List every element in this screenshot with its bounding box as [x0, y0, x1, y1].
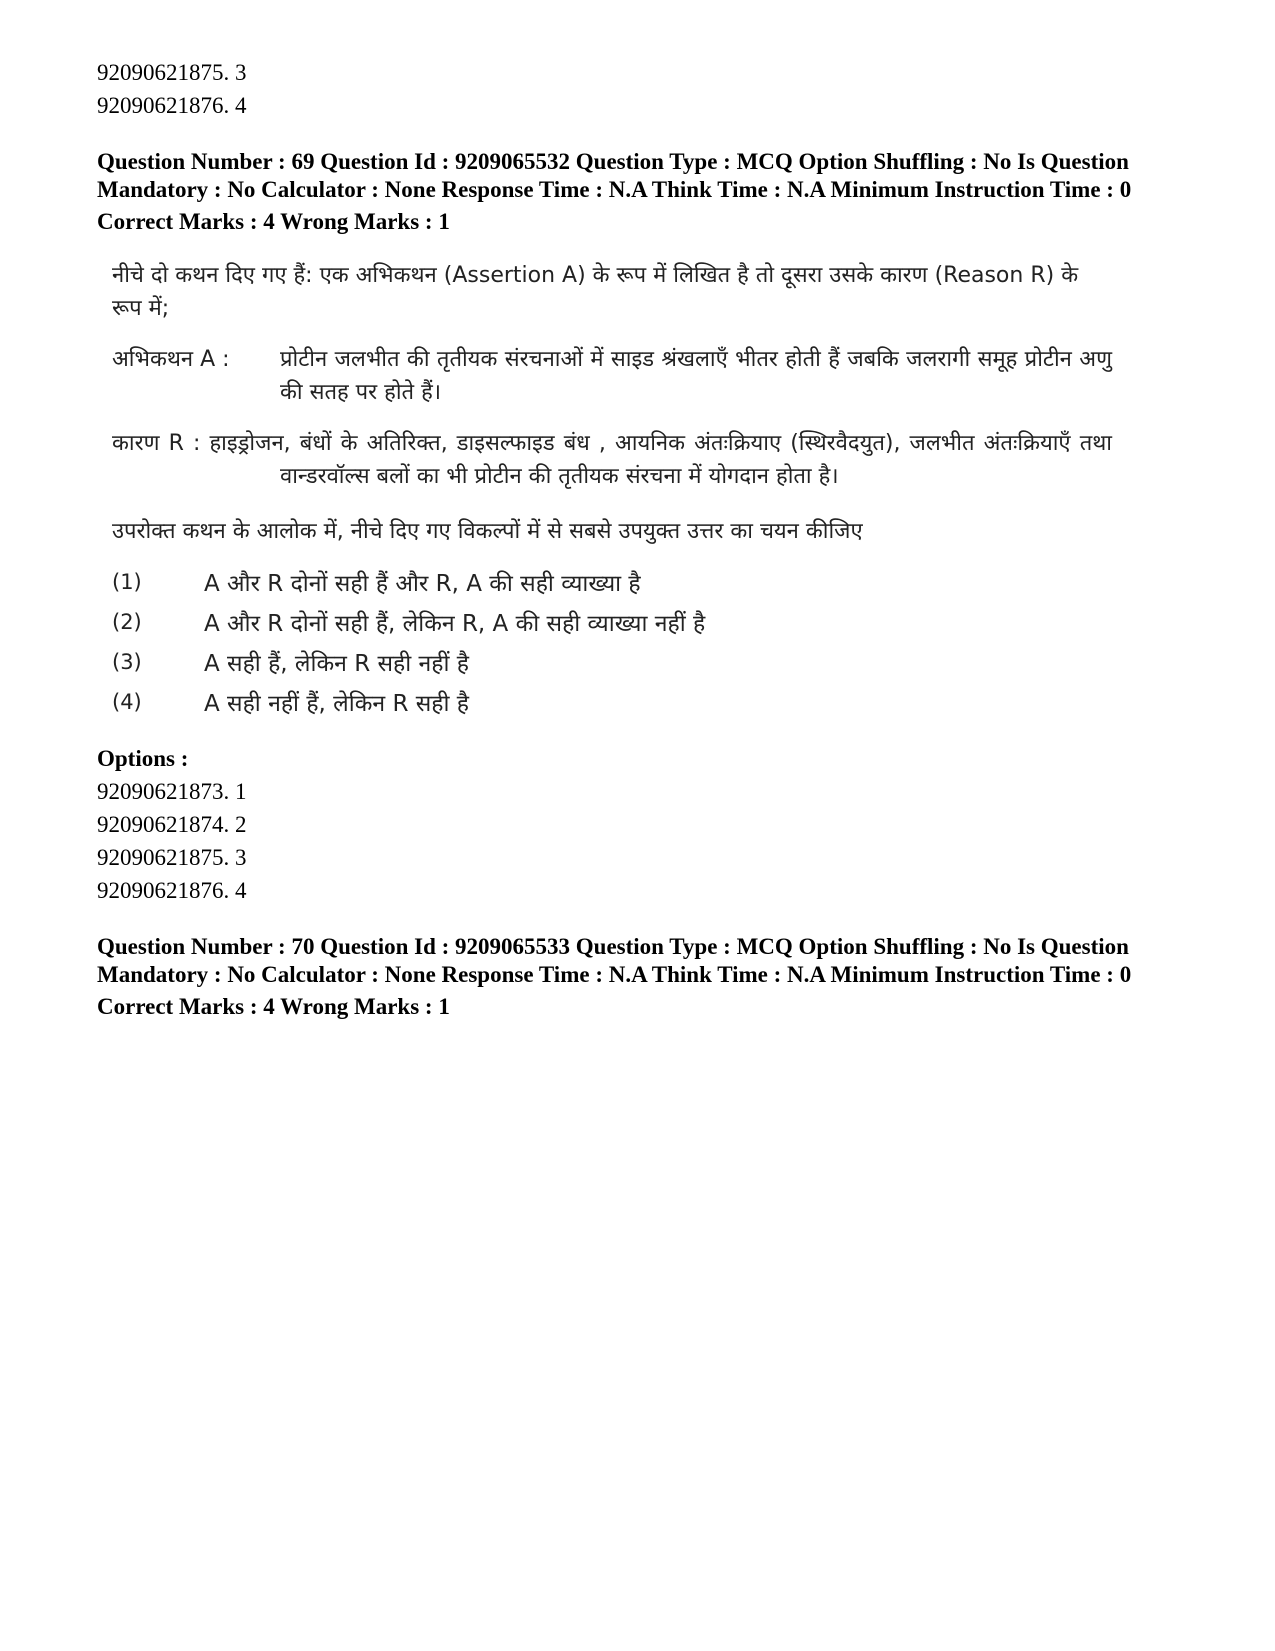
- choice-text: A सही हैं, लेकिन R सही नहीं है: [204, 651, 469, 677]
- option-item: 92090621874. 2: [97, 812, 247, 837]
- choice-list: [112, 562, 1112, 722]
- choice-text: A और R दोनों सही हैं, लेकिन R, A की सही व्याख्या नहीं है: [204, 611, 706, 637]
- question-marks: Correct Marks : 4 Wrong Marks : 1: [97, 209, 450, 234]
- question-69: [97, 148, 1187, 907]
- choice-number: (4): [112, 690, 142, 714]
- assertion-row: [112, 343, 1112, 409]
- option-item: 92090621875. 3: [97, 845, 247, 870]
- choice-item: [112, 642, 1112, 682]
- option-item: 92090621876. 4: [97, 878, 247, 903]
- question-intro: नीचे दो कथन दिए गए हैं: एक अभिकथन (Assertion A) के रूप में लिखित है तो दूसरा उसके कारण (Reason R) के रूप में;: [112, 263, 1079, 321]
- question-instruction: उपरोक्त कथन के आलोक में, नीचे दिए गए विकल्पों में से सबसे उपयुक्त उत्तर का चयन कीजिए: [112, 519, 863, 544]
- option-item: 92090621876. 4: [97, 93, 247, 118]
- assertion-text: प्रोटीन जलभीत की तृतीयक संरचनाओं में साइड श्रंखलाएँ भीतर होती हैं जबकि जलरागी समूह प्रोटीन अणु की सतह पर होते हैं।: [280, 347, 1112, 405]
- choice-item: [112, 602, 1112, 642]
- question-meta: Question Number : 70 Question Id : 9209065533 Question Type : MCQ Option Shuffling : No Is Question Mandatory : No Calculator : None Response Time : N.A Think Time : N.A Minimum Instruction Time : 0: [97, 934, 1132, 987]
- reason-row: [112, 427, 1112, 493]
- choice-text: A सही नहीं हैं, लेकिन R सही है: [204, 691, 469, 717]
- choice-number: (3): [112, 650, 142, 674]
- document-page: [97, 56, 1187, 1020]
- option-item: 92090621873. 1: [97, 779, 247, 804]
- question-meta: Question Number : 69 Question Id : 9209065532 Question Type : MCQ Option Shuffling : No Is Question Mandatory : No Calculator : None Response Time : N.A Think Time : N.A Minimum Instruction Time : 0: [97, 149, 1132, 202]
- question-70: [97, 933, 1187, 1020]
- choice-number: (1): [112, 570, 142, 594]
- choice-item: [112, 682, 1112, 722]
- options-heading: Options :: [97, 746, 189, 771]
- option-item: 92090621875. 3: [97, 60, 247, 85]
- previous-options-list: [97, 56, 1187, 122]
- choice-item: [112, 562, 1112, 602]
- reason-text: कारण R : हाइड्रोजन, बंधों के अतिरिक्त, डाइसल्फाइड बंध , आयनिक अंतःक्रियाए (स्थिरवैदयुत), जलभीत अंतःक्रियाएँ तथा वान्डरवॉल्स बलों का भी प्रोटीन की तृतीयक संरचना में योगदान होता है।: [112, 431, 1112, 489]
- question-marks: Correct Marks : 4 Wrong Marks : 1: [97, 994, 450, 1019]
- options-list: [97, 775, 1187, 907]
- assertion-label: अभिकथन A :: [112, 347, 230, 372]
- choice-number: (2): [112, 610, 142, 634]
- choice-text: A और R दोनों सही हैं और R, A की सही व्याख्या है: [204, 571, 641, 597]
- question-body: [112, 259, 1112, 722]
